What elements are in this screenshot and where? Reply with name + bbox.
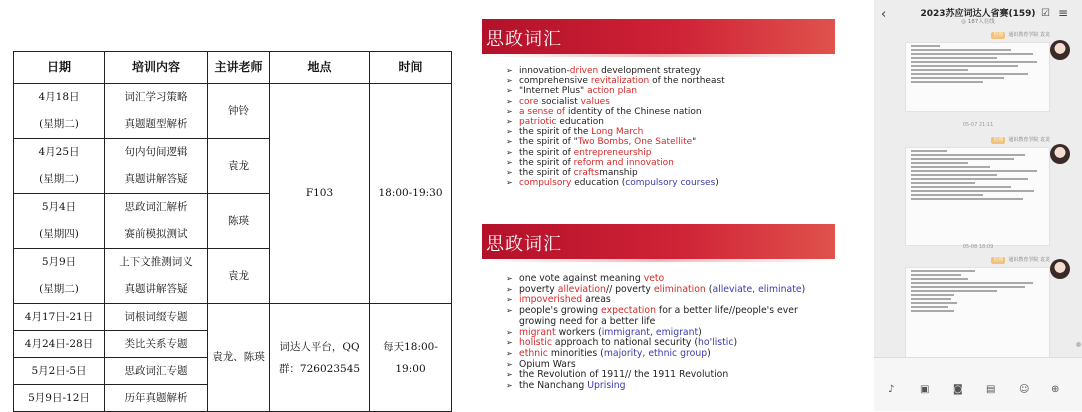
- vocab-text: compulsory: [519, 178, 572, 189]
- vocab-text: Opium Wars: [519, 358, 576, 370]
- weekday-text: (星期四): [39, 228, 79, 240]
- vocab-text: one vote against meaning: [519, 273, 644, 284]
- sender-name: 通识教育学院 袁龙: [1008, 257, 1050, 263]
- vocabulary-slide-1: [482, 19, 835, 222]
- date-text: 5月4日: [41, 201, 77, 213]
- time-cell: 18:00-19:30: [370, 84, 452, 304]
- vocab-text: Two Bombs, One Satellite: [577, 137, 693, 148]
- vocab-text: poverty: [519, 283, 558, 295]
- sender-line: [905, 31, 1050, 40]
- header-teacher: 主讲老师: [208, 52, 270, 84]
- vocab-item: [519, 178, 725, 188]
- admin-badge: 管理: [993, 32, 1004, 38]
- vocab-text: approach to national security (: [551, 337, 698, 349]
- vocab-text: driven: [569, 66, 599, 76]
- vocab-item: [519, 148, 725, 158]
- teacher-cell: 钟铃: [208, 84, 270, 139]
- vocab-item: [519, 137, 725, 147]
- sender-line: [905, 256, 1050, 265]
- vocab-item: [519, 66, 725, 76]
- vocab-text: education: [556, 117, 604, 128]
- vocab-text: workers (: [555, 326, 602, 338]
- vocab-text: a sense of: [519, 106, 566, 117]
- vocab-text: the Nanchang: [519, 380, 588, 392]
- content-cell: 思政词汇专题: [105, 358, 208, 385]
- vocab-text: for a better life//people's ever growing need for a better life: [519, 305, 798, 327]
- vocab-text: majority, ethnic group: [603, 347, 708, 359]
- table-row: [14, 304, 452, 331]
- content-text: 上下文推测词义: [119, 256, 193, 268]
- slide-title: 思政词汇: [486, 29, 562, 50]
- vocab-text: entrepreneurship: [573, 147, 652, 158]
- content-text: 真题讲解答疑: [124, 283, 188, 295]
- content-cell: [105, 84, 208, 139]
- vocab-item: [519, 158, 725, 168]
- table-row: [14, 84, 452, 139]
- vocab-text: alleviate, eliminate: [712, 283, 802, 295]
- vocab-item: [519, 381, 809, 392]
- date-text: 4月25日: [38, 146, 80, 158]
- message-image[interactable]: [905, 42, 1050, 112]
- chat-input-toolbar: [874, 357, 1082, 411]
- vocab-text: reform and innovation: [573, 157, 674, 168]
- content-text: 真题题型解析: [124, 118, 188, 130]
- header-content: 培训内容: [105, 52, 208, 84]
- weekday-text: (星期二): [39, 173, 79, 185]
- vocab-text: minorities (: [547, 347, 604, 359]
- sender-name: 通识教育学院 袁龙: [1008, 137, 1050, 143]
- vocab-text: compulsory courses: [625, 178, 716, 189]
- date-cell: [14, 194, 105, 249]
- vocab-item: [519, 97, 725, 107]
- date-cell: 5月2日-5日: [14, 358, 105, 385]
- sender-line: [905, 136, 1050, 145]
- date-text: 5月9日: [41, 256, 77, 268]
- avatar[interactable]: [1050, 259, 1070, 279]
- vocab-text: ): [801, 283, 806, 295]
- vocab-text: Uprising: [587, 380, 626, 392]
- header-location: 地点: [270, 52, 370, 84]
- vocab-text: elimination: [653, 283, 706, 295]
- vocab-text: the spirit of ": [519, 137, 578, 148]
- content-cell: 类比关系专题: [105, 331, 208, 358]
- vocab-text: ): [707, 347, 711, 359]
- chat-title: 2023苏应词达人省赛(159): [920, 9, 1036, 19]
- vocab-text: comprehensive: [519, 76, 591, 87]
- slide-vocab-list: [519, 274, 809, 392]
- vocab-text: veto: [643, 273, 665, 284]
- vocab-text: core: [519, 96, 539, 107]
- date-cell: [14, 139, 105, 194]
- back-icon[interactable]: ‹: [881, 7, 887, 22]
- vocab-item: [519, 127, 725, 137]
- image-icon[interactable]: ▣: [920, 384, 930, 395]
- slide-title: 思政词汇: [486, 234, 562, 255]
- weekday-text: (星期二): [39, 118, 79, 130]
- message-image[interactable]: [905, 267, 1050, 359]
- content-text: 句内句间逻辑: [124, 146, 188, 158]
- slide-vocab-list: [519, 66, 725, 188]
- vocab-text: patriotic: [519, 117, 557, 128]
- time-text: 每天18:00-: [383, 340, 438, 353]
- avatar[interactable]: [1050, 40, 1070, 60]
- avatar[interactable]: [1050, 144, 1070, 164]
- table-header-row: [14, 52, 452, 84]
- vocab-text: ": [692, 137, 697, 148]
- vocab-text: Long March: [591, 127, 644, 138]
- chat-message: [905, 31, 1050, 112]
- admin-badge: 管理: [993, 137, 1004, 143]
- vocab-text: immigrant, emigrant: [601, 326, 699, 338]
- vocab-text: development strategy: [598, 66, 701, 76]
- vocab-text: ): [715, 178, 719, 189]
- timestamp: 05-08 18:09: [962, 244, 994, 250]
- date-cell: [14, 84, 105, 139]
- vocab-text: holistic: [519, 337, 552, 349]
- date-cell: 5月9日-12日: [14, 385, 105, 412]
- vocab-text: the spirit of the: [519, 127, 592, 138]
- vocab-text: the Revolution of 1911// the 1911 Revolution: [519, 369, 729, 381]
- vocab-text: expectation: [601, 305, 656, 317]
- vocab-text: alleviation: [557, 283, 606, 295]
- content-text: 赛前模拟测试: [124, 228, 188, 240]
- vocab-text: areas: [582, 294, 611, 306]
- vocab-text: education (: [571, 178, 626, 189]
- vocab-text: ethnic: [519, 347, 548, 359]
- content-text: 真题讲解答疑: [124, 173, 188, 185]
- vocab-text: ho'listic: [697, 337, 734, 349]
- training-schedule-table: [13, 51, 452, 412]
- vocab-item: [519, 107, 725, 117]
- vocab-text: the spirit of: [519, 147, 574, 158]
- content-cell: [105, 194, 208, 249]
- message-image[interactable]: [905, 147, 1050, 246]
- menu-icon[interactable]: ≡: [1058, 6, 1069, 20]
- vocab-text: socialist: [538, 96, 581, 107]
- emoji-icon[interactable]: ☺: [1019, 384, 1030, 395]
- content-cell: 历年真题解析: [105, 385, 208, 412]
- location-cell: F103: [270, 84, 370, 304]
- vocab-item: [519, 76, 725, 86]
- vocab-item: [519, 306, 809, 327]
- location-cell: [270, 304, 370, 412]
- time-cell: [370, 304, 452, 412]
- teacher-cell: 袁龙、陈瑛: [208, 304, 270, 412]
- online-count: ◎ 187人在线: [961, 19, 995, 25]
- chat-message: [905, 256, 1050, 359]
- date-cell: [14, 249, 105, 304]
- vocab-text: values: [580, 96, 610, 107]
- slide-title-bar: [482, 224, 835, 260]
- vocab-text: innovation-: [519, 66, 570, 76]
- admin-badge: 管理: [993, 257, 1004, 263]
- vocab-text: (: [705, 283, 713, 295]
- content-cell: [105, 139, 208, 194]
- vocabulary-slide-2: [482, 224, 835, 411]
- file-icon[interactable]: ▤: [986, 384, 996, 395]
- plus-icon[interactable]: ⊕: [1051, 384, 1060, 395]
- vocab-text: migrant: [519, 326, 556, 338]
- content-text: 词汇学习策略: [124, 91, 188, 103]
- vocab-text: people's growing: [519, 305, 602, 317]
- header-date: 日期: [14, 52, 105, 84]
- teacher-cell: 陈瑛: [208, 194, 270, 249]
- sender-name: 通识教育学院 袁龙: [1008, 32, 1050, 38]
- content-cell: 词根词缀专题: [105, 304, 208, 331]
- vocab-text: ): [698, 326, 702, 338]
- time-text: 19:00: [395, 362, 426, 375]
- content-cell: [105, 249, 208, 304]
- vocab-item: [519, 168, 725, 178]
- weekday-text: (星期二): [39, 283, 79, 295]
- chat-message: [905, 136, 1050, 246]
- date-cell: 4月17日-21日: [14, 304, 105, 331]
- vocab-item: [519, 117, 725, 127]
- date-cell: 4月24日-28日: [14, 331, 105, 358]
- content-text: 思政词汇解析: [124, 201, 188, 213]
- group-chat-screen: [874, 0, 1082, 411]
- vocab-item: [519, 86, 725, 96]
- vocab-text: "Internet Plus": [519, 86, 588, 97]
- voice-icon[interactable]: ♪: [888, 384, 895, 395]
- vocab-text: the spirit of: [519, 157, 574, 168]
- teacher-cell: 袁龙: [208, 249, 270, 304]
- camera-icon[interactable]: ◙: [953, 384, 963, 395]
- vocab-text: of the northeast: [649, 76, 725, 87]
- slide-title-bar: [482, 19, 835, 55]
- vocab-text: revitalization: [590, 76, 650, 87]
- vocab-text: crafts: [573, 168, 600, 179]
- vocab-text: // poverty: [605, 283, 654, 295]
- checklist-icon[interactable]: ☑: [1041, 8, 1050, 19]
- scroll-indicator[interactable]: [1076, 342, 1081, 347]
- vocab-text: manship: [599, 168, 638, 179]
- vocab-text: identity of the Chinese nation: [565, 106, 702, 117]
- chat-header: [874, 0, 1082, 28]
- location-text: 词达人平台，QQ: [279, 340, 360, 353]
- header-time: 时间: [370, 52, 452, 84]
- vocab-text: action plan: [587, 86, 638, 97]
- date-text: 4月18日: [38, 91, 80, 103]
- vocab-text: the spirit of: [519, 168, 574, 179]
- timestamp: 05-07 21:11: [962, 122, 994, 128]
- vocab-text: impoverished: [519, 294, 583, 306]
- teacher-cell: 袁龙: [208, 139, 270, 194]
- vocab-text: ): [733, 337, 738, 349]
- location-text: 群：726023545: [278, 362, 361, 375]
